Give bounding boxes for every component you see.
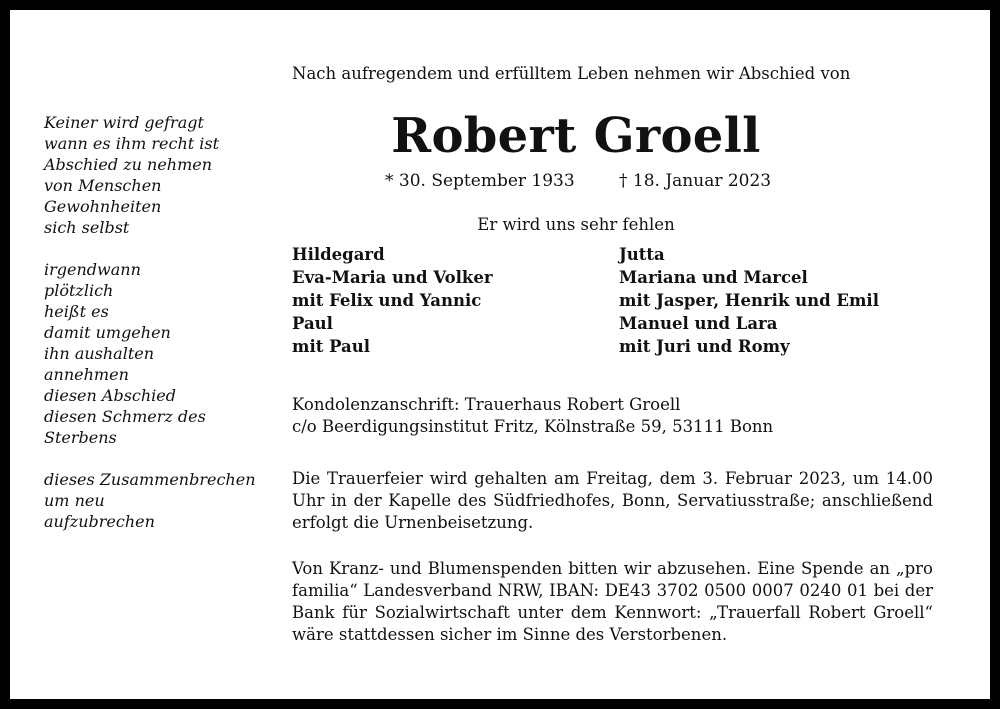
poem-line: Keiner wird gefragt: [44, 113, 204, 132]
poem-line: aufzubrechen: [44, 512, 155, 531]
poem-line: ihn aushalten: [44, 344, 155, 363]
family-member: Manuel und Lara: [619, 314, 778, 333]
poem-line: plötzlich: [44, 281, 114, 300]
family-member: Jutta: [619, 245, 665, 264]
family-list-right: [619, 243, 879, 358]
family-member: Hildegard: [292, 245, 385, 264]
family-member: Paul: [292, 314, 333, 333]
poem-stanza-3: [44, 469, 284, 532]
poem: [44, 112, 284, 553]
family-member: Mariana und Marcel: [619, 268, 808, 287]
poem-stanza-1: [44, 112, 284, 238]
poem-line: heißt es: [44, 302, 109, 321]
deceased-name: Robert Groell: [391, 108, 761, 164]
poem-line: Sterbens: [44, 428, 117, 447]
donation-info: Von Kranz- und Blumenspenden bitten wir abzusehen. Eine Spende an „pro familia“ Landesverband NRW, IBAN: DE43 3702 0500 0007 0240 01 bei der Bank für Sozialwirtschaft unter dem Kennwort: „Trauerfall Robert Groell“ wäre stattdessen sicher im Sinne des Verstorbenen.: [292, 559, 933, 644]
address-line: Kondolenzanschrift: Trauerhaus Robert Groell: [292, 395, 681, 414]
poem-line: wann es ihm recht ist: [44, 134, 220, 153]
family-list-left: [292, 243, 493, 358]
poem-stanza-2: [44, 259, 284, 448]
poem-line: diesen Schmerz des: [44, 407, 206, 426]
condolence-address: [292, 394, 773, 438]
family-member: mit Jasper, Henrik und Emil: [619, 291, 879, 310]
family-member: Eva-Maria und Volker: [292, 268, 493, 287]
family-member: mit Paul: [292, 337, 371, 356]
poem-line: damit umgehen: [44, 323, 171, 342]
poem-line: dieses Zusammenbrechen: [44, 470, 256, 489]
family-member: mit Juri und Romy: [619, 337, 790, 356]
poem-line: um neu: [44, 491, 105, 510]
obituary-card: [10, 10, 990, 699]
address-line: c/o Beerdigungsinstitut Fritz, Kölnstraße 59, 53111 Bonn: [292, 417, 774, 436]
poem-line: Gewohnheiten: [44, 197, 162, 216]
funeral-info: Die Trauerfeier wird gehalten am Freitag, dem 3. Februar 2023, um 14.00 Uhr in der Kapelle des Südfriedhofes, Bonn, Servatiusstraße; anschließend erfolgt die Urnenbeisetzung.: [292, 469, 933, 532]
birth-date: * 30. September 1933: [385, 171, 575, 191]
poem-line: sich selbst: [44, 218, 130, 237]
poem-line: annehmen: [44, 365, 129, 384]
poem-line: irgendwann: [44, 260, 141, 279]
family-member: mit Felix und Yannic: [292, 291, 482, 310]
poem-line: Abschied zu nehmen: [44, 155, 213, 174]
missed-line: Er wird uns sehr fehlen: [477, 215, 675, 234]
death-date: † 18. Januar 2023: [619, 171, 772, 191]
poem-line: von Menschen: [44, 176, 162, 195]
intro-text: Nach aufregendem und erfülltem Leben nehmen wir Abschied von: [292, 64, 851, 83]
poem-line: diesen Abschied: [44, 386, 176, 405]
